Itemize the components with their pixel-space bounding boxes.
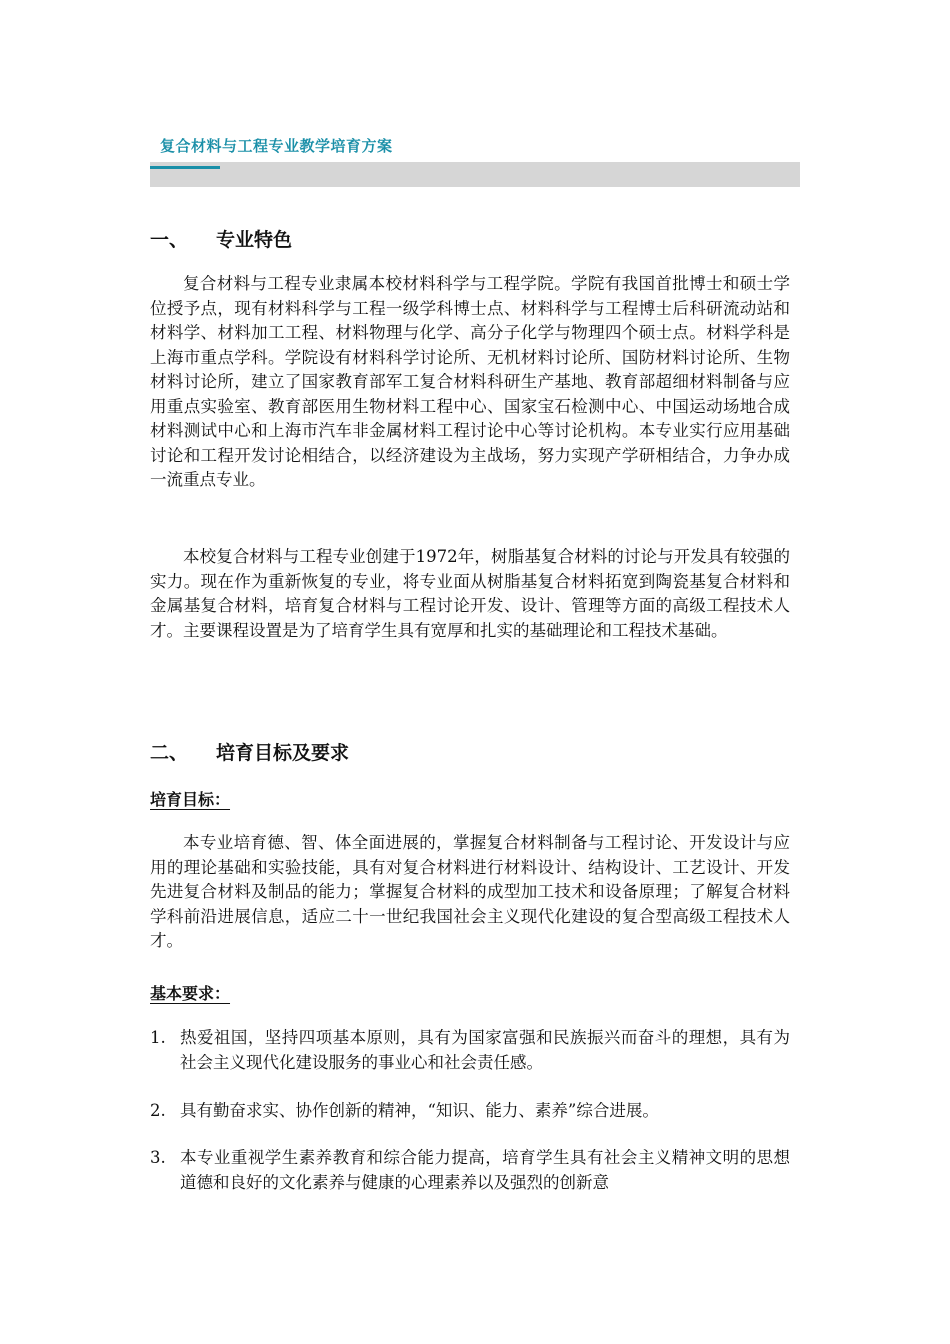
section-1-heading: [150, 225, 292, 252]
goal-paragraph: 本专业培育德、智、体全面进展的，掌握复合材料制备与工程讨论、开发设计与应用的理论基础和实验技能，具有对复合材料进行材料设计、结构设计、工艺设计、开发先进复合材料及制品的能力；掌握复合材料的成型加工技术和设备原理；了解复合材料学科前沿进展信息，适应二十一世纪我国社会主义现代化建设的复合型高级工程技术人才。: [150, 833, 790, 950]
requirements-heading: 基本要求：: [150, 984, 231, 1003]
requirement-text: 具有勤奋求实、协作创新的精神，“知识、能力、素养”综合进展。: [180, 1101, 659, 1120]
requirement-item: [150, 1026, 790, 1075]
title-bar: [150, 162, 800, 187]
requirement-text: 本专业重视学生素养教育和综合能力提高，培育学生具有社会主义精神文明的思想道德和良好的文化素养与健康的心理素养以及强烈的创新意: [180, 1148, 790, 1192]
goal-heading: 培育目标：: [150, 790, 231, 809]
section-2-title: 培育目标及要求: [216, 742, 350, 764]
requirement-item: [150, 1146, 790, 1195]
requirement-number: 1.: [150, 1028, 166, 1047]
requirement-number: 2.: [150, 1101, 166, 1120]
section-2-heading: [150, 738, 349, 765]
requirement-number: 3.: [150, 1148, 166, 1167]
requirement-text: 热爱祖国，坚持四项基本原则，具有为国家富强和民族振兴而奋斗的理想，具有为社会主义现代化建设服务的事业心和社会责任感。: [180, 1028, 790, 1072]
document-title: 复合材料与工程专业教学培育方案: [160, 137, 393, 155]
section-1-paragraph-2: 本校复合材料与工程专业创建于1972年，树脂基复合材料的讨论与开发具有较强的实力。现在作为重新恢复的专业，将专业面从树脂基复合材料拓宽到陶瓷基复合材料和金属基复合材料，培育复合材料与工程讨论开发、设计、管理等方面的高级工程技术人才。主要课程设置是为了培育学生具有宽厚和扎实的基础理论和工程技术基础。: [150, 547, 790, 640]
section-1-number: 一、: [150, 229, 189, 251]
section-1-paragraph-1: 复合材料与工程专业隶属本校材料科学与工程学院。学院有我国首批博士和硕士学位授予点，现有材料科学与工程一级学科博士点、材料科学与工程博士后科研流动站和材料学、材料加工工程、材料物理与化学、高分子化学与物理四个硕士点。材料学科是上海市重点学科。学院设有材料科学讨论所、无机材料讨论所、国防材料讨论所、生物材料讨论所，建立了国家教育部军工复合材料科研生产基地、教育部超细材料制备与应用重点实验室、教育部医用生物材料工程中心、国家宝石检测中心、中国运动场地合成材料测试中心和上海市汽车非金属材料工程讨论中心等讨论机构。本专业实行应用基础讨论和工程开发讨论相结合，以经济建设为主战场，努力实现产学研相结合，力争办成一流重点专业。: [150, 274, 790, 489]
section-1-title: 专业特色: [216, 229, 293, 251]
title-accent-line: [150, 166, 220, 169]
requirement-item: [150, 1099, 790, 1124]
section-2-number: 二、: [150, 742, 189, 764]
